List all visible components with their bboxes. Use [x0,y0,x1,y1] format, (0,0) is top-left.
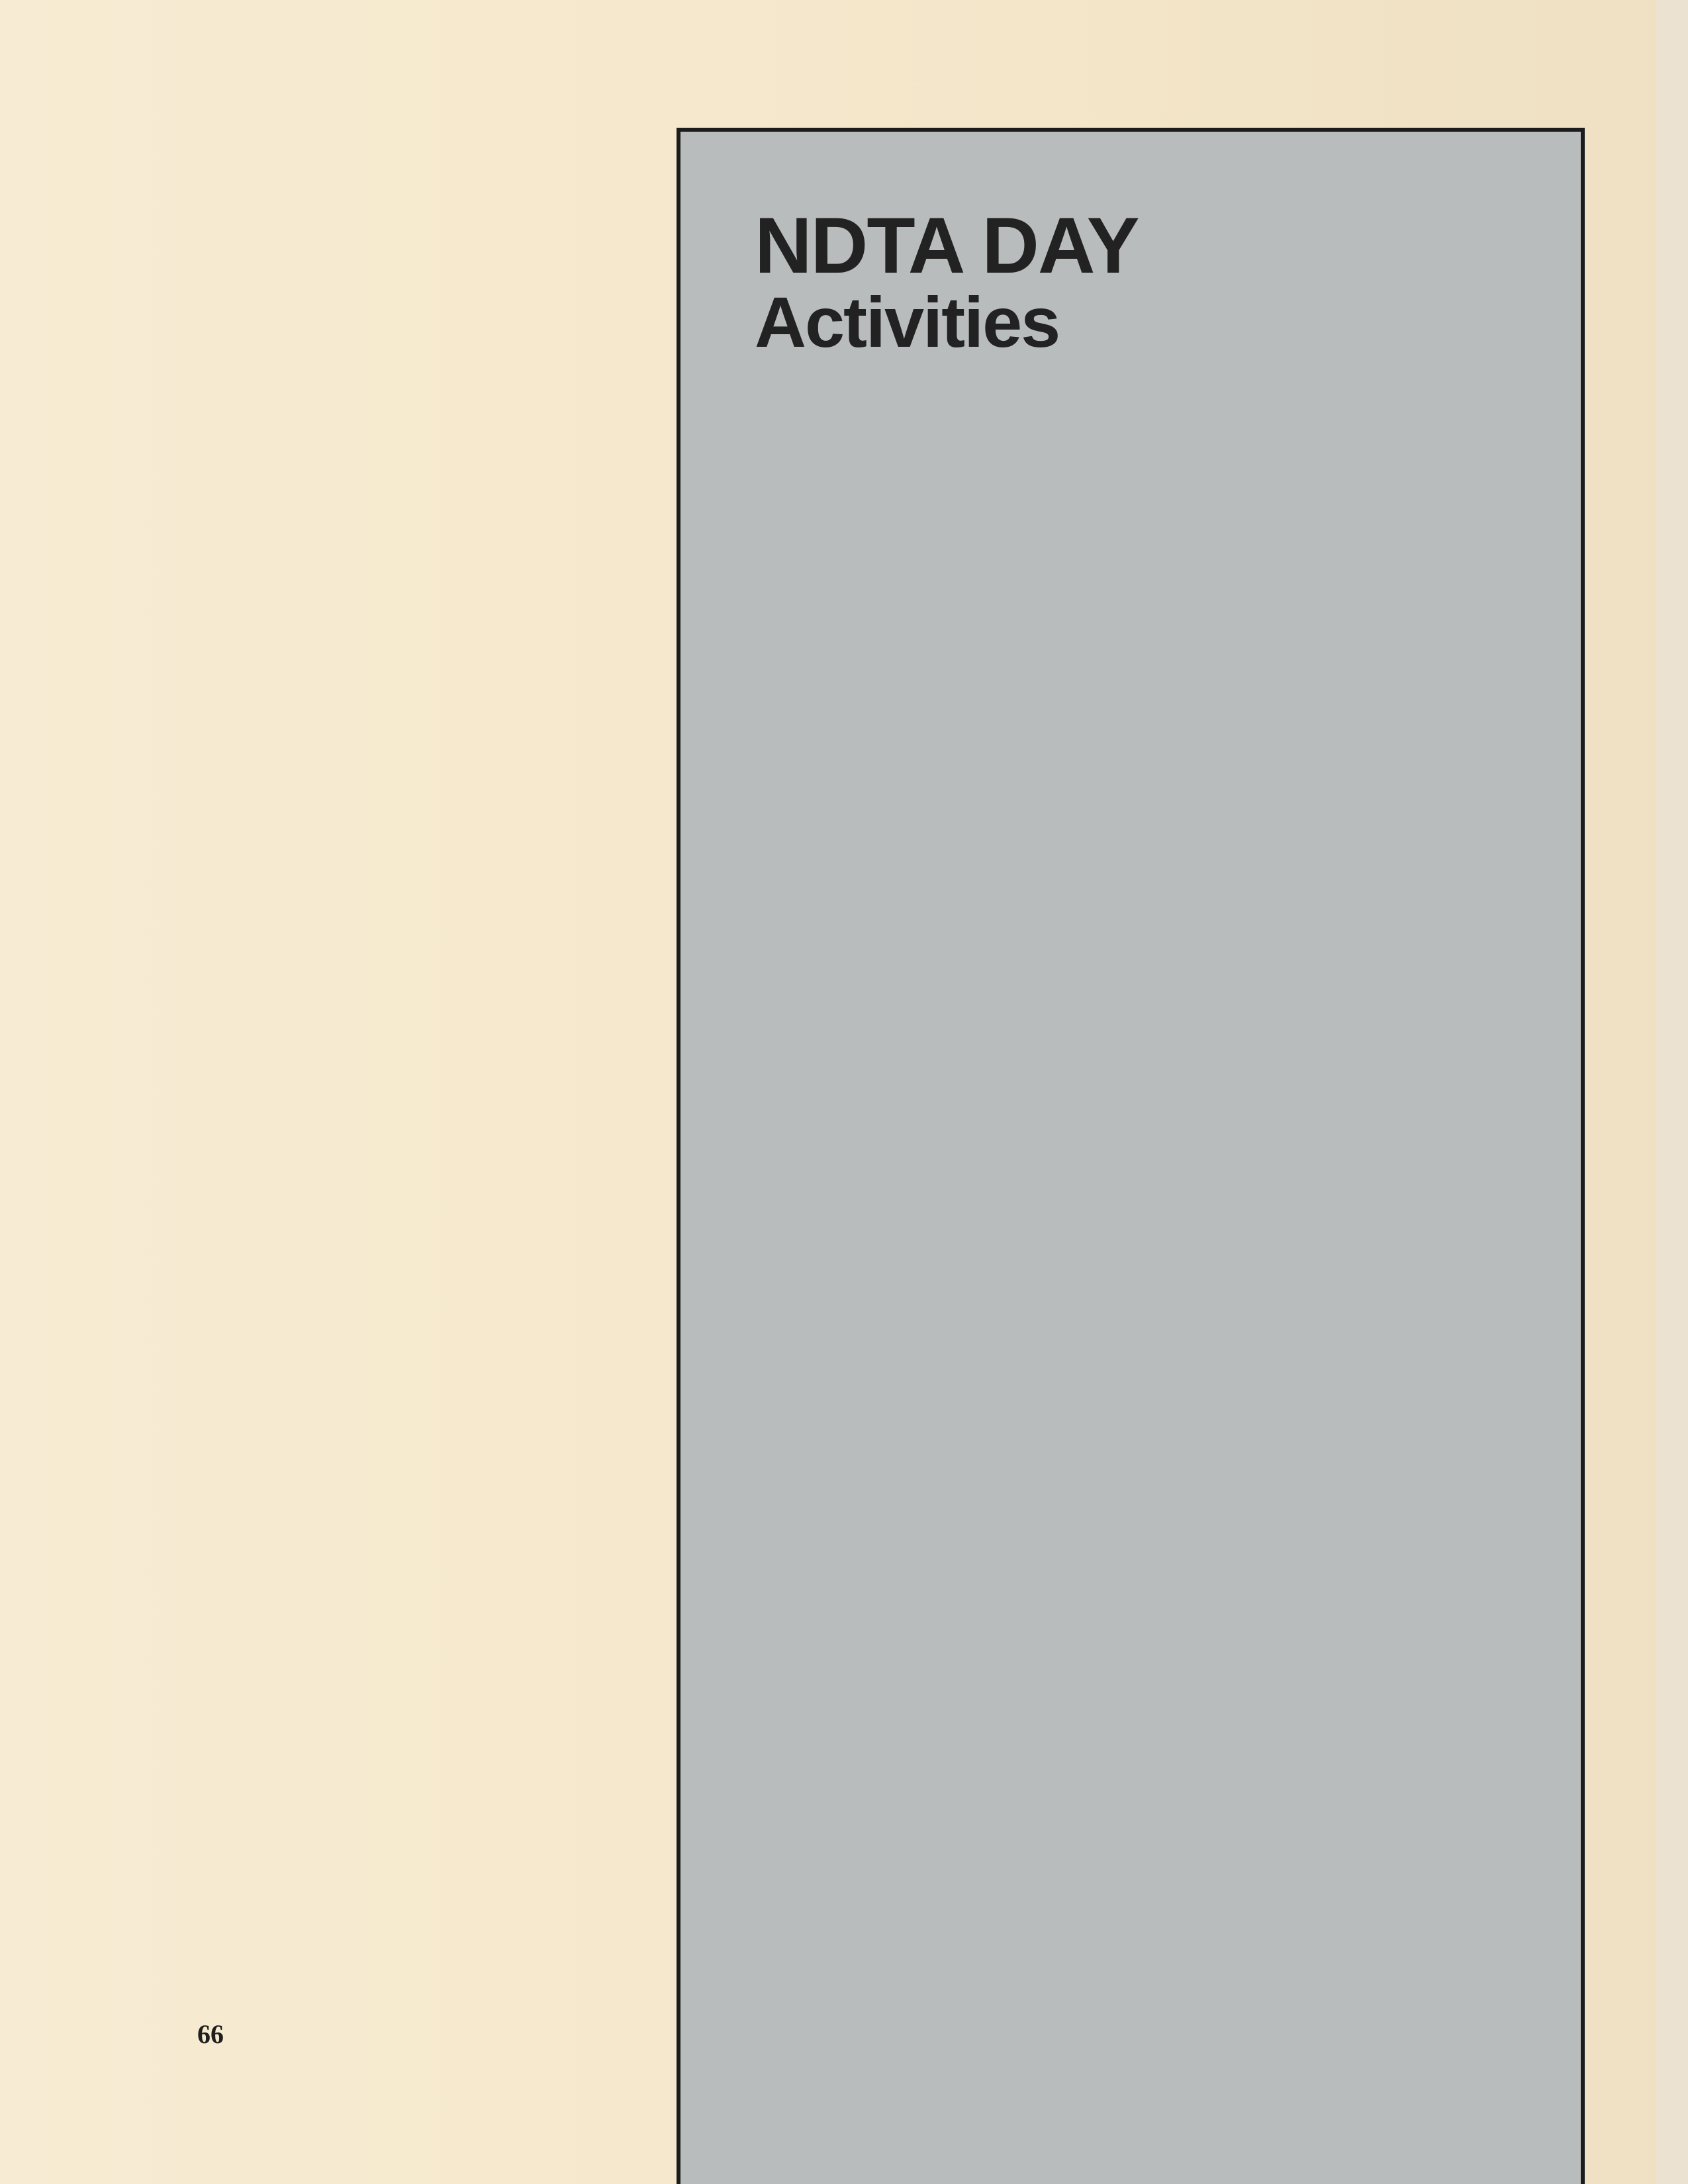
article-title-line-1: NDTA DAY [755,201,1139,290]
scan-edge [1656,0,1688,2184]
article-title [755,201,1139,362]
article-title-line-2: Activities [755,282,1060,362]
page-number: 66 [197,2019,224,2049]
boxed-article-panel [677,128,1585,2184]
